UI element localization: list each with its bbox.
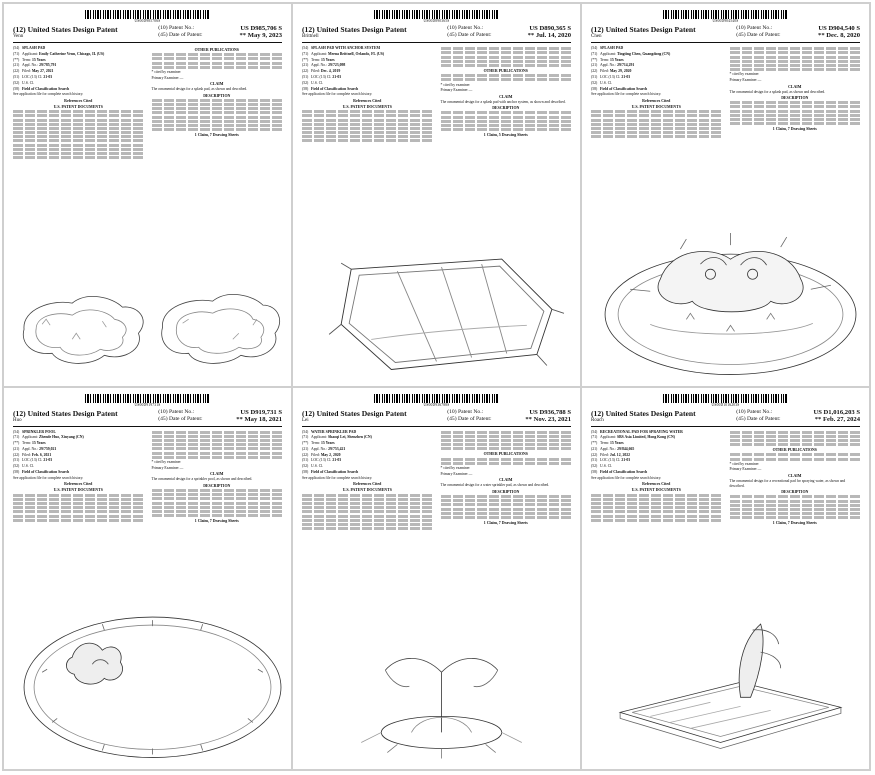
barcode-image: [663, 10, 788, 19]
patent-number: US D904,540 S: [818, 25, 860, 32]
claim-text: The ornamental design for a splash pad, as shown and described.: [729, 89, 826, 94]
design-drawing: [301, 229, 572, 380]
patent-date: Nov. 23, 2021: [533, 415, 571, 423]
patent-title: (12) United States Design Patent: [13, 408, 118, 418]
header-rule: [13, 42, 282, 43]
header-rule: [591, 426, 860, 427]
header-rule: [302, 426, 571, 427]
patent-number: US D919,731 S: [240, 408, 282, 416]
patent-header: [591, 409, 860, 424]
patent-sheet: [3, 387, 292, 771]
applicant: Meena Brittnell, Orlando, FL (US): [327, 51, 385, 56]
patent-header: [13, 409, 282, 424]
bibliographic-column: (54) RECREATIONAL PAD FOR SPRAYING WATER (71) Applicant: SBS Asia Limited, Hong Kong (CN) (**) Term: 15 Years (21) Appl. No.: 29/844,665 (22) Filed: Jul. 12, 2022 (51) LOC (13) Cl. 21-03 (52) U.S. Cl. (58) Field of Classification Search See application file for complete search history. References Cited U.S. PATENT DOCUMENTS: [591, 430, 721, 527]
patent-header: [302, 25, 571, 40]
patent-number-row: (10) Patent No.: US D1,016,203 S: [736, 408, 860, 416]
bibliographic-column: (54) SPLASH PAD WITH ANCHOR SYSTEM (71) Applicant: Meena Brittnell, Orlando, FL (US) (**) Term: 15 Years (21) Appl. No.: 29/723,098 (22) Filed: Dec. 4, 2019 (51) LOC (13) Cl. 21-03 (52) U.S. Cl. (58) Field of Classification Search See application file for complete search history. References Cited U.S. PATENT DOCUMENTS: [302, 46, 432, 144]
design-name: RECREATIONAL PAD FOR SPRAYING WATER: [600, 429, 683, 434]
barcode-number: US00D890365S: [423, 19, 450, 23]
patent-sheet-grid: [2, 2, 871, 771]
patent-date-row: (45) Date of Patent: ** Jul. 14, 2020: [447, 32, 571, 39]
patent-title: (12) United States Design Patent: [591, 408, 696, 418]
splash-pad-drawing: [12, 269, 283, 379]
patent-sheet: [581, 3, 870, 387]
applicant: Emily Catherine Venn, Chicago, IL (US): [38, 51, 105, 56]
claim-column: OTHER PUBLICATIONS * cited by examiner Primary Examiner — CLAIM The ornamental design for a recreational pad for spraying water, as shown and described. DESCRIPTION 1 Claim, 7 Drawing Sheets: [730, 430, 860, 527]
design-name: SPLASH PAD: [600, 46, 624, 50]
bibliographic-column: (54) WATER SPRINKLER PAD (71) Applicant: Shaoqi Lei, Shenzhen (CN) (**) Term: 15 Years (21) Appl. No.: 29/753,421 (22) Filed: May 2, 2020 (51) LOC (13) Cl. 21-03 (52) U.S. Cl. (58) Field of Classification Search See application file for complete search history. References Cited U.S. PATENT DOCUMENTS: [302, 430, 432, 532]
patent-number-row: (10) Patent No.: US D904,540 S: [736, 25, 860, 32]
patent-number-row: (10) Patent No.: US D919,731 S: [158, 408, 282, 416]
inventor-line: Chen: [591, 34, 602, 39]
design-name: SPLASH PAD: [22, 46, 46, 50]
patent-date: May 18, 2021: [244, 415, 282, 423]
applicant: Zhende Huo, Xinyang (CN): [38, 435, 84, 440]
water-sprinkler-pad-drawing: [301, 612, 572, 763]
claim-column: OTHER PUBLICATIONS * cited by examiner Primary Examiner — CLAIM The ornamental design for a water sprinkler pad, as shown and described. DESCRIPTION 1 Claim, 7 Drawing Sheets: [441, 430, 571, 532]
drawing-sheets-count: 1 Claim, 7 Drawing Sheets: [483, 520, 528, 525]
inventor-line: Huo: [13, 417, 22, 423]
patent-number-row: (10) Patent No.: US D890,365 S: [447, 25, 571, 32]
claim-text: The ornamental design for a sprinkler pool, as shown and described.: [151, 477, 253, 482]
barcode-image: [663, 394, 788, 403]
drawing-sheets-count: 1 Claim, 5 Drawing Sheets: [483, 133, 528, 138]
patent-sheet: [581, 387, 870, 771]
patent-number-row: (10) Patent No.: US D936,788 S: [447, 408, 571, 416]
recreational-pad-drawing: [590, 612, 861, 763]
applicant: Tingting Chen, Guangdong (CN): [616, 51, 671, 56]
patent-number-row: (10) Patent No.: US D985,706 S: [158, 25, 282, 32]
patent-date-row: (45) Date of Patent: ** May 18, 2021: [158, 415, 282, 423]
bibliographic-column: (54) SPRINKLER POOL (71) Applicant: Zhende Huo, Xinyang (CN) (**) Term: 15 Years (21) Appl. No.: 29/759,021 (22) Filed: Feb. 6, 2021 (51) LOC (13) Cl. 21-03 (52) U.S. Cl. (58) Field of Classification Search See application file for complete search history. References Cited U.S. PATENT DOCUMENTS: [13, 430, 143, 525]
design-name: SPRINKLER POOL: [22, 429, 56, 434]
barcode-number: US00D936788S: [423, 402, 450, 407]
claim-column: * cited by examiner Primary Examiner — CLAIM The ornamental design for a splash pad, as shown and described. DESCRIPTION 1 Claim, 7 Drawing Sheets: [730, 46, 860, 139]
patent-sheet: [292, 3, 581, 387]
patent-number: US D985,706 S: [240, 25, 282, 32]
patent-title: (12) United States Design Patent: [591, 25, 696, 34]
barcode-image: [85, 10, 210, 19]
drawing-sheets-count: 1 Claim, 7 Drawing Sheets: [194, 519, 239, 524]
bibliographic-column: (54) SPLASH PAD (71) Applicant: Emily Catherine Venn, Chicago, IL (US) (**) Term: 15 Years (21) Appl. No.: 29/785,791 (22) Filed: May 27, 2021 (51) LOC (13) Cl. 21-03 (52) U.S. Cl. (58) Field of Classification Search See application file for complete search history. References Cited U.S. PATENT DOCUMENTS: [13, 46, 143, 160]
patent-title: (12) United States Design Patent: [302, 408, 407, 418]
drawing-sheets-count: 1 Claim, 7 Drawing Sheets: [772, 127, 817, 132]
patent-header: [302, 409, 571, 424]
patent-number: US D936,788 S: [529, 408, 571, 416]
applicant: SBS Asia Limited, Hong Kong (CN): [616, 435, 676, 440]
claim-text: The ornamental design for a recreational pad for spraying water, as shown and described.: [729, 479, 846, 488]
drawing-sheets-count: 1 Claim, 7 Drawing Sheets: [194, 133, 239, 138]
barcode-number: US00D985706S: [134, 19, 161, 23]
claim-column: * cited by examiner Primary Examiner — CLAIM The ornamental design for a sprinkler pool, as shown and described. DESCRIPTION 1 Claim, 7 Drawing Sheets: [152, 430, 282, 525]
header-rule: [302, 42, 571, 43]
splash-pad-anchor-drawing: [301, 229, 572, 380]
patent-title: (12) United States Design Patent: [302, 25, 407, 34]
claim-column: OTHER PUBLICATIONS * cited by examiner Primary Examiner — CLAIM The ornamental design for a splash pad, as shown and described. DESCRIPTION 1 Claim, 7 Drawing Sheets: [152, 46, 282, 160]
patent-number: US D890,365 S: [529, 25, 571, 32]
barcode-number: US00D1016203S: [711, 402, 740, 407]
patent-sheet: [292, 387, 581, 771]
design-drawing: [301, 612, 572, 763]
sea-creature-splash-pad-drawing: [590, 219, 861, 380]
patent-date-row: (45) Date of Patent: ** Feb. 27, 2024: [736, 415, 860, 423]
claim-text: The ornamental design for a splash pad, as shown and described.: [151, 87, 248, 92]
patent-date-row: (45) Date of Patent: ** May 9, 2023: [158, 32, 282, 39]
patent-number: US D1,016,203 S: [813, 408, 860, 416]
patent-header: [13, 25, 282, 40]
patent-title: (12) United States Design Patent: [13, 25, 118, 34]
header-rule: [13, 426, 282, 427]
patent-header: [591, 25, 860, 40]
claim-text: The ornamental design for a splash pad with anchor system, as shown and described.: [440, 99, 566, 104]
header-rule: [591, 42, 860, 43]
patent-date-row: (45) Date of Patent: ** Dec. 8, 2020: [736, 32, 860, 39]
design-name: WATER SPRINKLER PAD: [311, 429, 357, 434]
design-drawing: [12, 602, 283, 763]
patent-date: Dec. 8, 2020: [826, 32, 860, 39]
design-name: SPLASH PAD WITH ANCHOR SYSTEM: [311, 46, 381, 50]
sprinkler-pool-drawing: [12, 602, 283, 763]
design-drawing: [590, 219, 861, 380]
applicant: Shaoqi Lei, Shenzhen (CN): [327, 435, 372, 440]
barcode-image: [374, 394, 499, 403]
claim-column: OTHER PUBLICATIONS * cited by examiner Primary Examiner — CLAIM The ornamental design for a splash pad with anchor system, as shown and described. DESCRIPTION 1 Claim, 5 Drawing Sheets: [441, 46, 571, 144]
design-drawing: [590, 612, 861, 763]
claim-text: The ornamental design for a water sprinkler pad, as shown and described.: [440, 483, 550, 488]
barcode-image: [85, 394, 210, 403]
design-drawing: [12, 269, 283, 379]
barcode-number: US00D904540S: [712, 19, 739, 23]
patent-date-row: (45) Date of Patent: ** Nov. 23, 2021: [447, 415, 571, 423]
inventor-line: Lei: [302, 417, 309, 423]
patent-date: Feb. 27, 2024: [823, 415, 860, 423]
drawing-sheets-count: 1 Claim, 7 Drawing Sheets: [772, 521, 817, 526]
patent-date: Jul. 14, 2020: [535, 32, 571, 39]
inventor-line: Brittnell: [302, 34, 319, 39]
patent-date: May 9, 2023: [247, 32, 282, 39]
inventor-line: Roach: [591, 417, 604, 423]
barcode-number: US00D919731S: [134, 402, 161, 407]
barcode-image: [374, 10, 499, 19]
bibliographic-column: (54) SPLASH PAD (71) Applicant: Tingting Chen, Guangdong (CN) (**) Term: 15 Years (21) Appl. No.: 29/714,291 (22) Filed: May 29, 2020 (51) LOC (13) Cl. 21-03 (52) U.S. Cl. (58) Field of Classification Search See application file for complete search history. References Cited U.S. PATENT DOCUMENTS: [591, 46, 721, 139]
inventor-line: Venn: [13, 34, 24, 39]
patent-sheet: [3, 3, 292, 387]
